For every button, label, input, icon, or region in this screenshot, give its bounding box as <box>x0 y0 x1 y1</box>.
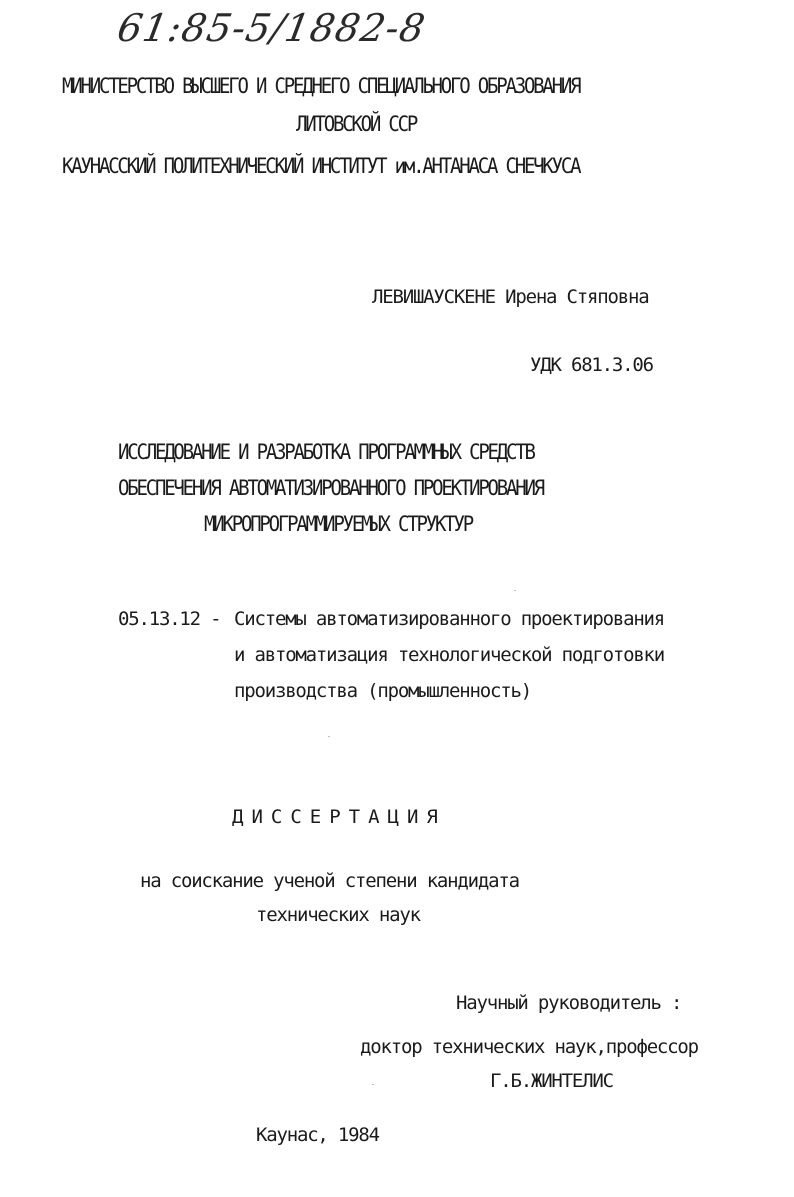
institute-heading: КАУНАССКИЙ ПОЛИТЕХНИЧЕСКИЙ ИНСТИТУТ им.АНТАНАСА СНЕЧКУСА <box>62 154 580 179</box>
title-line-3: МИКРОПРОГРАММИРУЕМЫХ СТРУКТУР <box>204 512 472 537</box>
supervisor-label: Научный руководитель : <box>456 992 682 1014</box>
title-line-2: ОБЕСПЕЧЕНИЯ АВТОМАТИЗИРОВАННОГО ПРОЕКТИРОВАНИЯ <box>118 476 543 501</box>
scan-speck <box>514 590 516 591</box>
republic-heading: ЛИТОВСКОЙ ССР <box>296 112 417 137</box>
specialty-code: 05.13.12 - <box>118 608 221 630</box>
specialty-line-3: производства (промышленность) <box>234 680 531 702</box>
document-type: ДИССЕРТАЦИЯ <box>232 806 446 828</box>
udc-code: УДК 681.3.06 <box>530 354 653 376</box>
supervisor-name: Г.Б.ЖИНТЕЛИС <box>490 1070 613 1092</box>
specialty-line-2: и автоматизация технологической подготовки <box>234 644 665 666</box>
ministry-heading: МИНИСТЕРСТВО ВЫСШЕГО И СРЕДНЕГО СПЕЦИАЛЬНОГО ОБРАЗОВАНИЯ <box>62 74 580 99</box>
author-name: ЛЕВИШАУСКЕНЕ Ирена Стяповна <box>372 286 649 308</box>
place-and-year: Каунас, 1984 <box>256 1124 379 1146</box>
specialty-line-1: Системы автоматизированного проектирования <box>234 608 665 630</box>
supervisor-degree: доктор технических наук,профессор <box>360 1036 698 1058</box>
degree-purpose-line-1: на соискание ученой степени кандидата <box>140 870 519 892</box>
degree-purpose-line-2: технических наук <box>256 904 420 926</box>
scan-speck <box>372 1084 374 1085</box>
scan-speck <box>328 736 330 737</box>
handwritten-registration-number: 61:85-5/1882-8 <box>114 6 429 50</box>
title-line-1: ИССЛЕДОВАНИЕ И РАЗРАБОТКА ПРОГРАММНЫХ СРЕДСТВ <box>118 440 534 465</box>
